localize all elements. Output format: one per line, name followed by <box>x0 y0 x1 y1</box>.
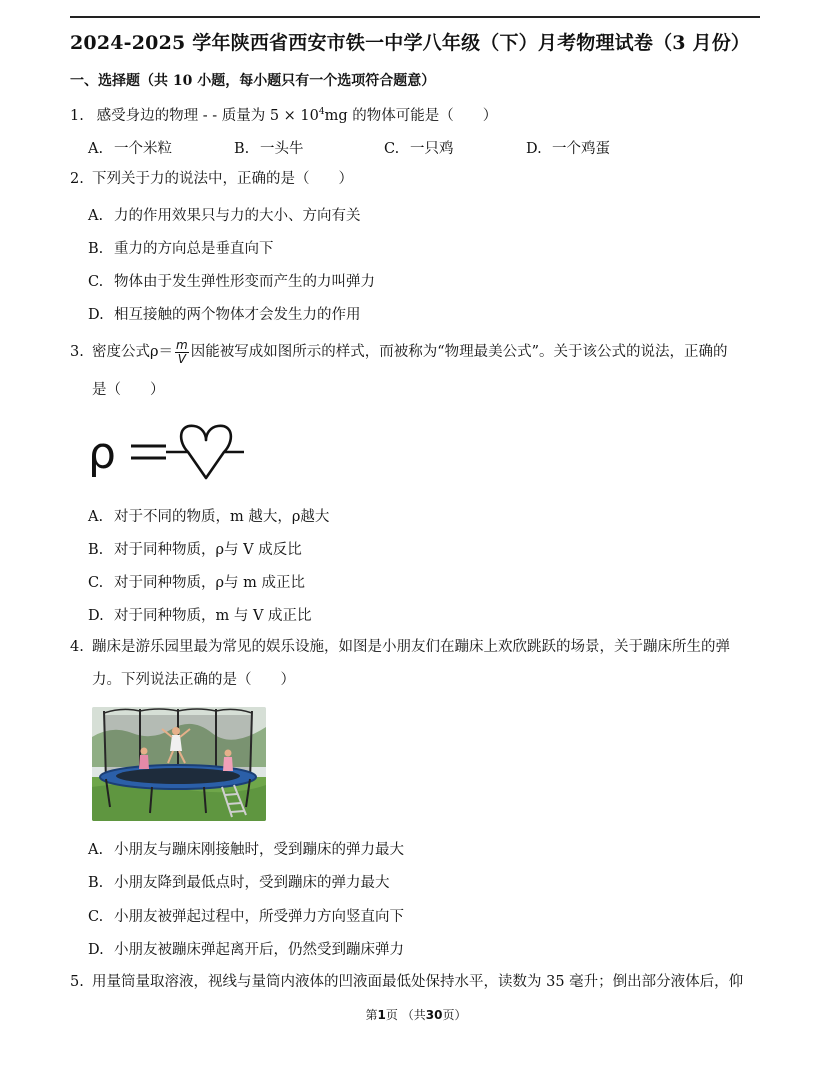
option-3c[interactable] <box>88 571 305 592</box>
option-text: 力的作用效果只与力的大小、方向有关 <box>114 208 361 224</box>
page-number: 1 <box>377 1008 386 1022</box>
fraction-denominator: V <box>177 351 186 366</box>
option-1c[interactable] <box>384 137 454 158</box>
option-text: 对于不同的物质，m 越大，ρ越大 <box>114 509 330 525</box>
question-number: 2. <box>70 171 84 187</box>
option-letter: D. <box>88 307 104 323</box>
footer-text: 页 （共 <box>385 1008 426 1022</box>
footer-text: 页） <box>442 1008 467 1022</box>
option-4c[interactable] <box>88 905 404 926</box>
option-letter: A. <box>88 509 104 525</box>
option-3d[interactable] <box>88 604 312 625</box>
question-text: 密度公式ρ＝ <box>92 344 174 360</box>
option-letter: C. <box>384 141 400 157</box>
option-text: 一头牛 <box>260 141 304 157</box>
question-text: 因能被写成如图所示的样式，而被称为“物理最美公式”。关于该公式的说法，正确的 <box>190 344 728 360</box>
option-letter: D. <box>88 942 104 958</box>
option-4b[interactable] <box>88 871 390 892</box>
option-2b[interactable] <box>88 237 274 258</box>
heart-icon <box>166 426 244 478</box>
option-text: 一个鸡蛋 <box>552 141 610 157</box>
section-heading: 一、选择题（共 10 小题，每小题只有一个选项符合题意） <box>70 73 436 89</box>
option-text: 小朋友与蹦床刚接触时，受到蹦床的弹力最大 <box>114 842 404 858</box>
option-2d[interactable] <box>88 303 361 324</box>
option-1d[interactable] <box>526 137 610 158</box>
option-letter: C. <box>88 575 104 591</box>
question-text: 蹦床是游乐园里最为常见的娱乐设施，如图是小朋友们在蹦床上欢欣跳跃的场景，关于蹦床所生的弹 <box>92 639 730 655</box>
option-text: 对于同种物质，ρ与 V 成反比 <box>114 542 302 558</box>
question-4-stem-line2: 力。下列说法正确的是（ ） <box>92 672 295 688</box>
density-fraction <box>175 339 189 366</box>
page-total: 30 <box>425 1008 443 1022</box>
option-letter: B. <box>88 875 104 891</box>
footer-text: 第 <box>365 1008 378 1022</box>
option-letter: D. <box>88 608 104 624</box>
question-text: 感受身边的物理 - - 质量为 5 × 10 <box>96 107 319 124</box>
option-letter: C. <box>88 909 104 925</box>
option-text: 物体由于发生弹性形变而产生的力叫弹力 <box>114 274 375 290</box>
question-1-stem <box>70 96 760 133</box>
option-text: 小朋友被蹦床弹起离开后，仍然受到蹦床弹力 <box>114 942 404 958</box>
option-2a[interactable] <box>88 204 361 225</box>
question-number: 4. <box>70 639 84 655</box>
option-3a[interactable] <box>88 505 329 526</box>
option-letter: A. <box>88 141 104 157</box>
option-text: 一只鸡 <box>410 141 454 157</box>
question-number: 5. <box>70 974 84 990</box>
option-text: 相互接触的两个物体才会发生力的作用 <box>114 307 361 323</box>
question-2-stem <box>70 163 760 196</box>
option-text: 重力的方向总是垂直向下 <box>114 241 274 257</box>
trampoline-photo <box>92 707 266 821</box>
question-5-stem <box>70 966 760 999</box>
question-3-stem <box>70 336 760 369</box>
option-letter: B. <box>88 542 104 558</box>
option-text: 小朋友降到最低点时，受到蹦床的弹力最大 <box>114 875 390 891</box>
question-text: 下列关于力的说法中，正确的是（ ） <box>92 171 353 187</box>
option-letter: A. <box>88 208 104 224</box>
page-title: 2024-2025 学年陕西省西安市铁一中学八年级（下）月考物理试卷（3 月份） <box>70 32 751 54</box>
option-letter: B. <box>88 241 104 257</box>
exponent: 4 <box>318 107 325 117</box>
option-letter: A. <box>88 842 104 858</box>
option-text: 对于同种物质，m 与 V 成正比 <box>114 608 312 624</box>
question-4-stem <box>70 631 760 664</box>
option-letter: D. <box>526 141 542 157</box>
option-4a[interactable] <box>88 838 404 859</box>
top-rule <box>70 16 760 18</box>
option-text: 一个米粒 <box>114 141 172 157</box>
fraction-numerator: m <box>176 337 188 352</box>
question-number: 3. <box>70 344 84 360</box>
option-3b[interactable] <box>88 538 302 559</box>
option-4d[interactable] <box>88 938 404 959</box>
question-3-stem-line2: 是（ ） <box>92 382 165 398</box>
option-2c[interactable] <box>88 270 375 291</box>
question-number: 1. <box>70 107 84 124</box>
question-text: 用量筒量取溶液，视线与量筒内液体的凹液面最低处保持水平，读数为 35 毫升；倒出部分液体后，仰 <box>92 974 744 990</box>
option-1b[interactable] <box>234 137 304 158</box>
option-letter: C. <box>88 274 104 290</box>
question-text: mg 的物体可能是（ ） <box>324 107 498 124</box>
option-letter: B. <box>234 141 250 157</box>
rho-symbol: ρ <box>88 428 116 479</box>
option-1a[interactable] <box>88 137 172 158</box>
option-text: 小朋友被弹起过程中，所受弹力方向竖直向下 <box>114 909 404 925</box>
option-text: 对于同种物质，ρ与 m 成正比 <box>114 575 305 591</box>
rho-heart-figure <box>86 418 246 486</box>
page-footer <box>0 1006 832 1023</box>
